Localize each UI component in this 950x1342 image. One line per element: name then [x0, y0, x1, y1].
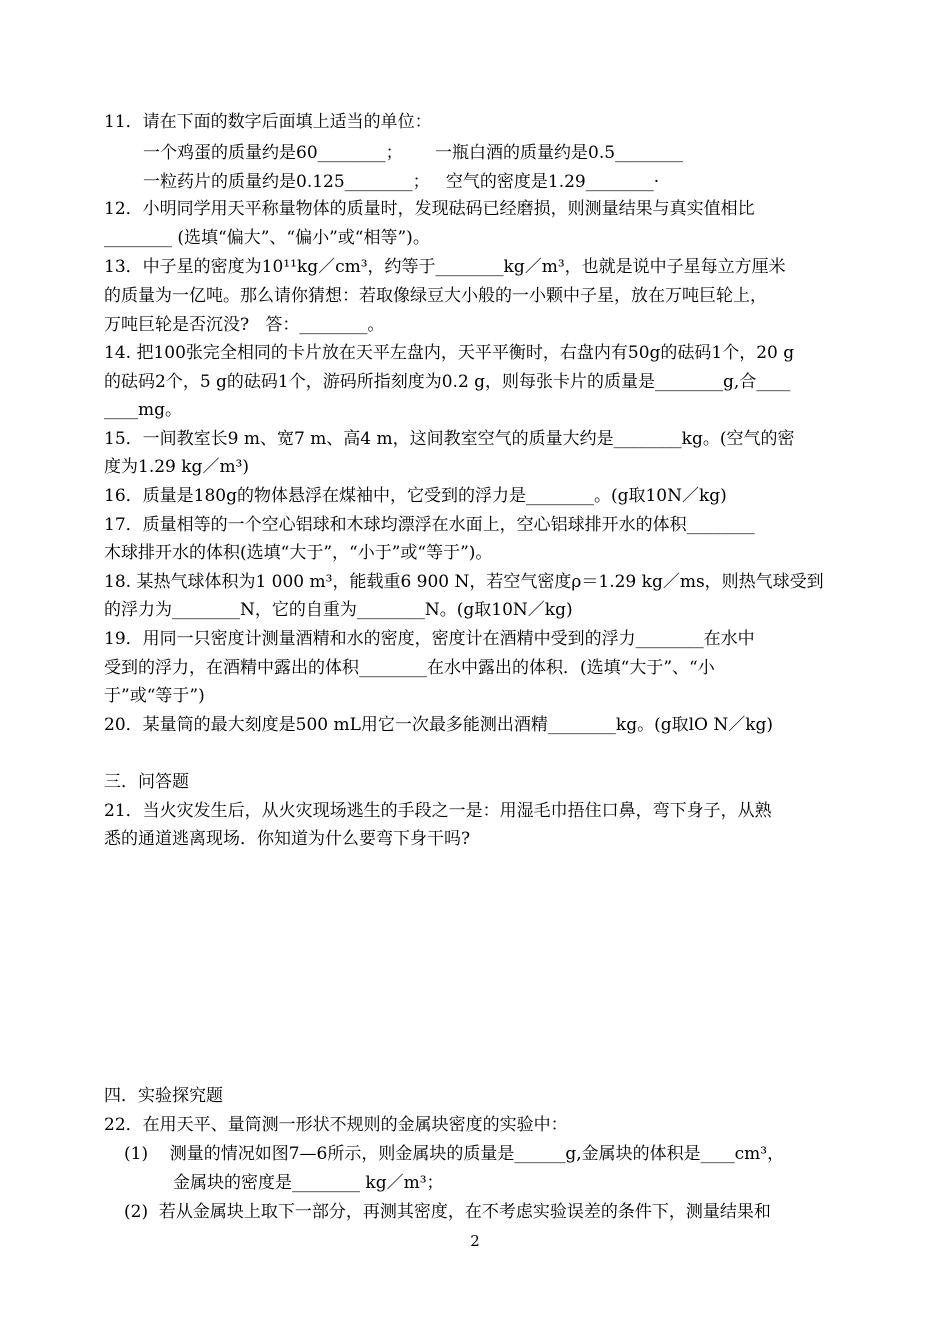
question-18-line-2: 的浮力为________N，它的自重为________N。(g取10N／kg)	[104, 600, 573, 620]
question-12-line-1: 12．小明同学用天平称量物体的质量时，发现砝码已经磨损，则测量结果与真实值相比	[104, 199, 755, 219]
question-14-line-2: 的砝码2个，5 g的砝码1个，游码所指刻度为0.2 g，则每张卡片的质量是________g,合____	[104, 372, 791, 392]
question-17-line-2: 木球排开水的体积(选填“大于”，“小于”或“等于”)。	[104, 543, 493, 563]
question-19-line-2: 受到的浮力，在酒精中露出的体积________在水中露出的体积．(选填“大于”、“小	[104, 658, 715, 678]
page-number: 2	[470, 1232, 480, 1250]
question-11-line-2: 一粒药片的质量约是0.125________； 空气的密度是1.29________·	[143, 172, 660, 192]
question-14-line-3: ____mg。	[104, 400, 183, 420]
section-3-heading: 三．问答题	[104, 772, 189, 792]
question-22-part-1-line-2: 金属块的密度是________ kg／m³；	[173, 1173, 444, 1193]
question-22-part-2-line-1: (2) 若从金属块上取下一部分，再测其密度，在不考虑实验误差的条件下，测量结果和	[124, 1202, 771, 1222]
question-20-line: 20．某量筒的最大刻度是500 mL用它一次最多能测出酒精________kg。(g取lO N／kg)	[104, 715, 774, 735]
section-4-heading: 四．实验探究题	[104, 1086, 223, 1106]
question-15-line-2: 度为1.29 kg／m³)	[104, 457, 250, 477]
question-14-line-1: 14. 把100张完全相同的卡片放在天平左盘内，天平平衡时，右盘内有50g的砝码1个，20 g	[104, 343, 795, 363]
question-12-line-2: ________ (选填“偏大”、“偏小”或“相等”)。	[104, 228, 430, 248]
question-18-line-1: 18. 某热气球体积为1 000 m³，能载重6 900 N，若空气密度ρ＝1.29 kg／ms，则热气球受到	[104, 572, 824, 592]
question-21-line-1: 21．当火灾发生后，从火灾现场逃生的手段之一是：用湿毛巾捂住口鼻，弯下身子，从熟	[104, 801, 772, 821]
question-11-line-1: 一个鸡蛋的质量约是60________； 一瓶白酒的质量约是0.5________	[143, 143, 684, 163]
question-19-line-3: 于”或“等于”)	[104, 686, 205, 706]
question-19-line-1: 19．用同一只密度计测量酒精和水的密度，密度计在酒精中受到的浮力________在水中	[104, 629, 755, 649]
question-22-part-1-line-1: (1) 测量的情况如图7—6所示，则金属块的质量是______g,金属块的体积是____cm³，	[124, 1144, 785, 1164]
question-13-line-1: 13．中子星的密度为10¹¹kg／cm³，约等于________kg／m³，也就是说中子星每立方厘米	[104, 257, 786, 277]
question-22-heading: 22．在用天平、量筒测一形状不规则的金属块密度的实验中：	[104, 1115, 568, 1135]
question-17-line-1: 17．质量相等的一个空心铝球和木球均漂浮在水面上，空心铝球排开水的体积________	[104, 515, 755, 535]
question-15-line-1: 15．一间教室长9 m、宽7 m、高4 m，这间教室空气的质量大约是________kg。(空气的密	[104, 429, 795, 449]
question-21-line-2: 悉的通道逃离现场．你知道为什么要弯下身干吗?	[104, 829, 471, 849]
question-13-line-2: 的质量为一亿吨。那么请你猜想：若取像绿豆大小般的一小颗中子星，放在万吨巨轮上，	[104, 286, 767, 306]
question-16-line: 16．质量是180g的物体悬浮在煤袖中，它受到的浮力是________。(g取10N／kg)	[104, 486, 727, 506]
question-11-heading: 11．请在下面的数字后面填上适当的单位：	[104, 112, 432, 132]
question-13-line-3: 万吨巨轮是否沉没? 答：________。	[104, 315, 385, 335]
